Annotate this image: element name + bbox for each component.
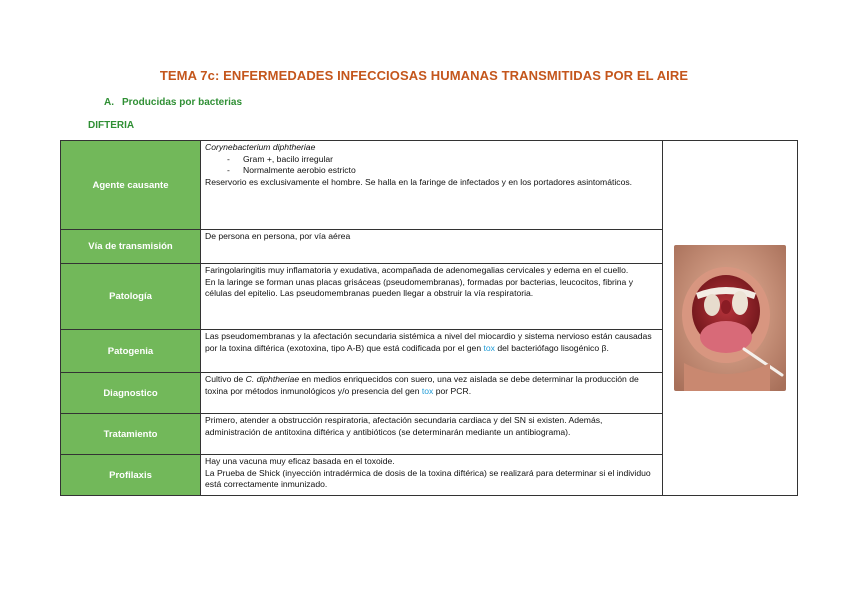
bullet-item: - Gram +, bacilo irregular [227,153,334,164]
row-label-tratamiento: Tratamiento [61,414,201,455]
row-content-agente [201,141,663,230]
row-label-patogenia: Patogenia [61,330,201,373]
row-content-patogenia: Las pseudomembranas y la afectación secundaria sistémica a nivel del miocardio y sistema nervioso están causadas por la toxina diftérica (exotoxina, tipo A-B) que está codificada por el gen tox del bacteriófago lisogénico β. [201,330,663,373]
page-title: TEMA 7c: ENFERMEDADES INFECCIOSAS HUMANAS TRANSMITIDAS POR EL AIRE [159,68,689,83]
subsection-title: Producidas por bacterias [122,97,243,108]
subsection-heading [104,97,242,108]
row-content-tratamiento: Primero, atender a obstrucción respiratoria, afectación secundaria cardiaca y del SN si existen. Además, administración de antitoxina diftérica y antibióticos (se determinarán mediante un antibiograma). [201,414,663,455]
row-content-via: De persona en persona, por vía aérea [201,230,663,264]
row-label-via: Vía de transmisión [61,230,201,264]
row-content-patologia: Faringolaringitis muy inflamatoria y exudativa, acompañada de adenomegalias cervicales y edema en el cuello. En la laringe se forman unas placas grisáceas (pseudomembranas), formadas por bacterias, leucocitos, fibrina y células del epitelio. Las pseudomembranas pueden llegar a obstruir la vía respiratoria. [201,264,663,330]
organism-name: Corynebacterium diphtheriae [205,142,316,152]
section-heading: DIFTERIA [88,120,135,131]
disease-table [60,140,798,496]
subsection-marker: A. [104,97,114,108]
gene-link[interactable]: tox [483,342,495,353]
row-content-diagnostico: Cultivo de C. diphtheriae en medios enriquecidos con suero, una vez aislada se debe determinar la producción de toxina por métodos inmunológicos y/o presencia del gen tox por PCR. [201,373,663,414]
organism-name: C. diphtheriae [245,374,300,384]
gene-link[interactable]: tox [421,385,434,396]
reservoir-text: Reservorio es exclusivamente el hombre. Se halla en la faringe de infectados y en los portadores asintomáticos. [205,176,633,187]
table-row-agente [61,141,798,230]
photo-cell [663,141,798,496]
row-label-agente: Agente causante [61,141,201,230]
throat-photo [674,245,786,391]
row-label-diagnostico: Diagnostico [61,373,201,414]
bullet-item: - Normalmente aerobio estricto [227,165,356,176]
row-content-profilaxis: Hay una vacuna muy eficaz basada en el toxoide. La Prueba de Shick (inyección intradérmica de dosis de la toxina diftérica) se realizará para determinar si el individuo está correctamente inmunizado. [201,455,663,496]
row-label-profilaxis: Profilaxis [61,455,201,496]
row-label-patologia: Patología [61,264,201,330]
